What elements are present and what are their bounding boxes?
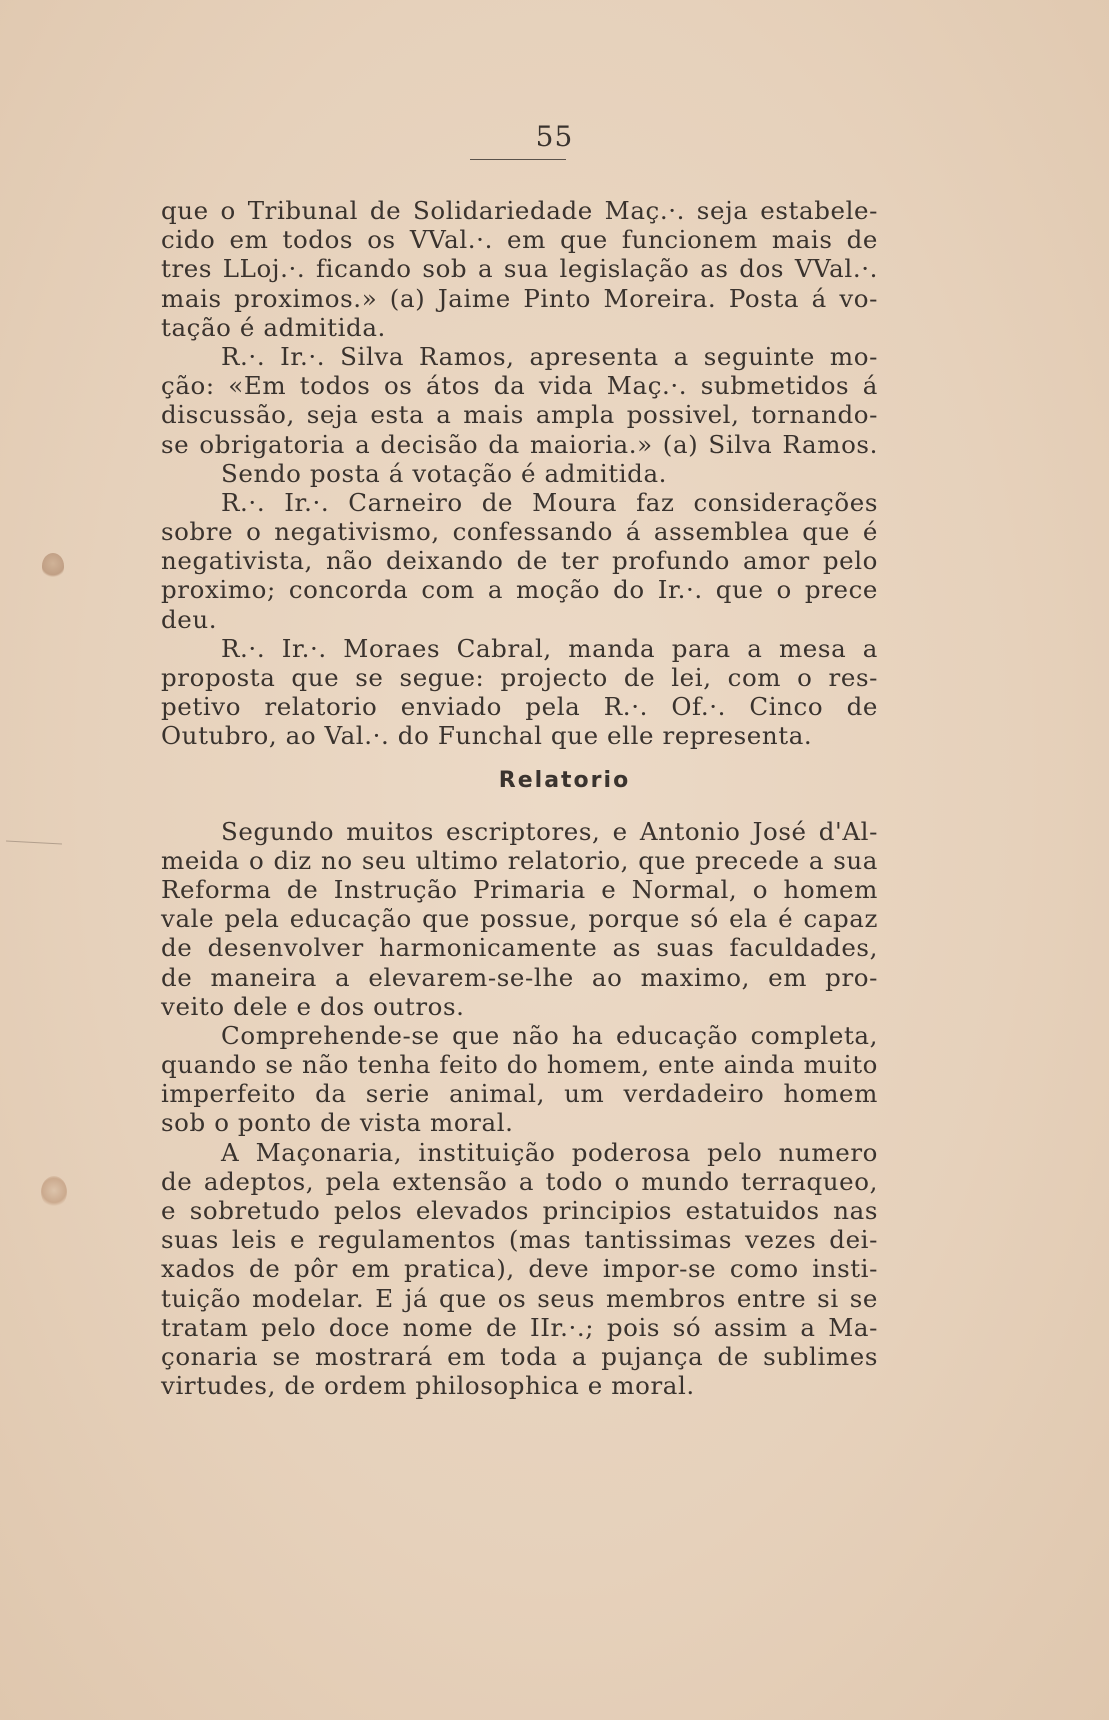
- text-line: tuição modelar. E já que os seus membros entre si se: [161, 1283, 878, 1313]
- text-line: virtudes, de ordem philosophica e moral.: [161, 1371, 695, 1401]
- text-line: meida o diz no seu ultimo relatorio, que precede a sua: [161, 845, 878, 875]
- text-line: negativista, não deixando de ter profundo amor pelo: [161, 546, 878, 576]
- text-line: R.·. Ir.·. Carneiro de Moura faz considerações: [221, 487, 878, 517]
- text-line: tratam pelo doce nome de IIr.·.; pois só assim a Ma-: [161, 1312, 878, 1342]
- text-line: de adeptos, pela extensão a todo o mundo terraqueo,: [161, 1166, 878, 1196]
- page-body: [161, 196, 878, 1400]
- paragraph-tribunal: [161, 196, 878, 342]
- paragraph-comprehende: [161, 1021, 878, 1138]
- text-line: de desenvolver harmonicamente as suas faculdades,: [161, 933, 878, 963]
- margin-pencil-mark: [6, 841, 62, 845]
- text-line: deu.: [161, 604, 218, 634]
- text-line: quando se não tenha feito do homem, ente ainda muito: [161, 1050, 878, 1080]
- text-line: petivo relatorio enviado pela R.·. Of.·. Cinco de: [161, 692, 878, 722]
- text-line: e sobretudo pelos elevados principios estatuidos nas: [161, 1196, 878, 1225]
- paragraph-moraes-cabral: [161, 634, 878, 751]
- paragraph-segundo: [161, 817, 878, 1021]
- section-heading: Relatorio: [498, 767, 631, 793]
- text-line: veito dele e dos outros.: [161, 991, 465, 1021]
- text-line: se obrigatoria a decisão da maioria.» (a) Silva Ramos.: [161, 429, 878, 459]
- text-line: R.·. Ir.·. Silva Ramos, apresenta a seguinte mo-: [221, 341, 878, 371]
- paragraph-maconaria: [161, 1138, 878, 1401]
- text-line: tres LLoj.·. ficando sob a sua legislação as dos VVal.·.: [161, 254, 878, 284]
- paper-stain-bottom: [41, 1176, 67, 1208]
- text-line: cido em todos os VVal.·. em que funcionem mais de: [161, 225, 878, 255]
- text-line: xados de pôr em pratica), deve impor-se como insti-: [161, 1254, 878, 1284]
- text-line: ção: «Em todos os átos da vida Maç.·. submetidos á: [161, 371, 878, 401]
- paper-stain-top: [42, 553, 64, 579]
- text-line: discussão, seja esta a mais ampla possivel, tornando-: [161, 400, 878, 430]
- text-line: vale pela educação que possue, porque só ela é capaz: [161, 904, 878, 934]
- paragraph-silva-ramos: [161, 342, 878, 488]
- text-line: que o Tribunal de Solidariedade Maç.·. seja estabele-: [161, 196, 878, 225]
- text-line: Sendo posta á votação é admitida.: [221, 458, 668, 488]
- text-line: proposta que se segue: projecto de lei, com o res-: [161, 663, 878, 692]
- text-line: çonaria se mostrará em toda a pujança de sublimes: [161, 1341, 878, 1371]
- text-line: de maneira a elevarem-se-lhe ao maximo, em pro-: [161, 962, 878, 992]
- text-line: suas leis e regulamentos (mas tantissimas vezes dei-: [161, 1225, 878, 1255]
- text-line: R.·. Ir.·. Moraes Cabral, manda para a mesa a: [221, 633, 878, 663]
- text-line: imperfeito da serie animal, um verdadeiro homem: [161, 1079, 878, 1109]
- text-line: sobre o negativismo, confessando á assemblea que é: [161, 517, 878, 547]
- text-line: Segundo muitos escriptores, e Antonio José d'Al-: [221, 816, 878, 846]
- text-line: Outubro, ao Val.·. do Funchal que elle representa.: [161, 721, 813, 751]
- text-line: sob o ponto de vista moral.: [161, 1108, 514, 1138]
- text-line: proximo; concorda com a moção do Ir.·. que o prece: [161, 575, 878, 605]
- text-line: Comprehende-se que não ha educação completa,: [221, 1020, 878, 1050]
- text-line: tação é admitida.: [161, 312, 386, 342]
- page-number: 55: [535, 120, 574, 153]
- text-line: Reforma de Instrução Primaria e Normal, o homem: [161, 874, 878, 904]
- page-number-rule: [470, 159, 566, 160]
- text-line: mais proximos.» (a) Jaime Pinto Moreira. Posta á vo-: [161, 283, 878, 313]
- text-line: A Maçonaria, instituição poderosa pelo numero: [221, 1137, 878, 1167]
- paragraph-carneiro-de-moura: [161, 488, 878, 634]
